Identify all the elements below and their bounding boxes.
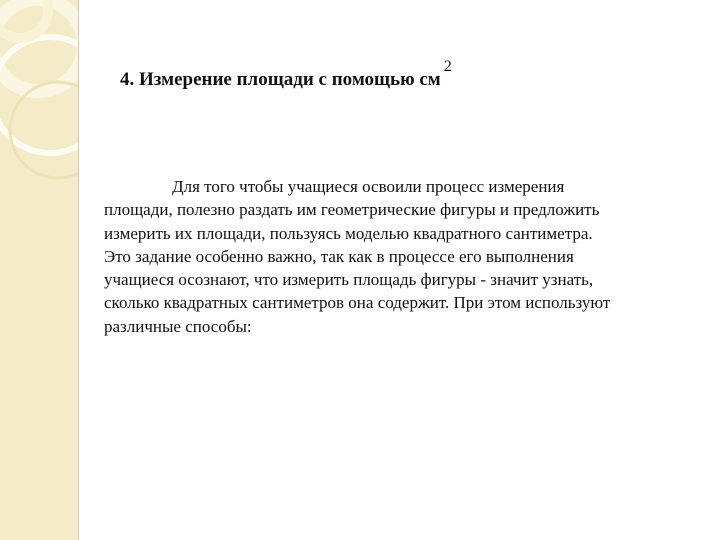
- body-line: площади, полезно раздать им геометрические фигуры и предложить: [104, 200, 600, 220]
- decorative-rings-icon: [0, 0, 78, 540]
- title-superscript: 2: [443, 58, 452, 75]
- body-line: Это задание особенно важно, так как в процессе его выполнения: [104, 246, 574, 266]
- body-line: различные способы:: [104, 316, 252, 336]
- slide-title: [120, 58, 452, 91]
- body-line: сколько квадратных сантиметров она содержит. При этом используют: [104, 293, 611, 313]
- slide-body-paragraph: [104, 175, 708, 338]
- body-line: учащиеся осознают, что измерить площадь фигуры - значит узнать,: [104, 270, 594, 290]
- body-line: Для того чтобы учащиеся освоили процесс измерения: [172, 177, 565, 196]
- body-line: измерить их площади, пользуясь моделью квадратного сантиметра.: [104, 223, 593, 243]
- slide-title-text: 4. Измерение площади с помощью см: [120, 69, 441, 90]
- decorative-sidebar: [0, 0, 79, 540]
